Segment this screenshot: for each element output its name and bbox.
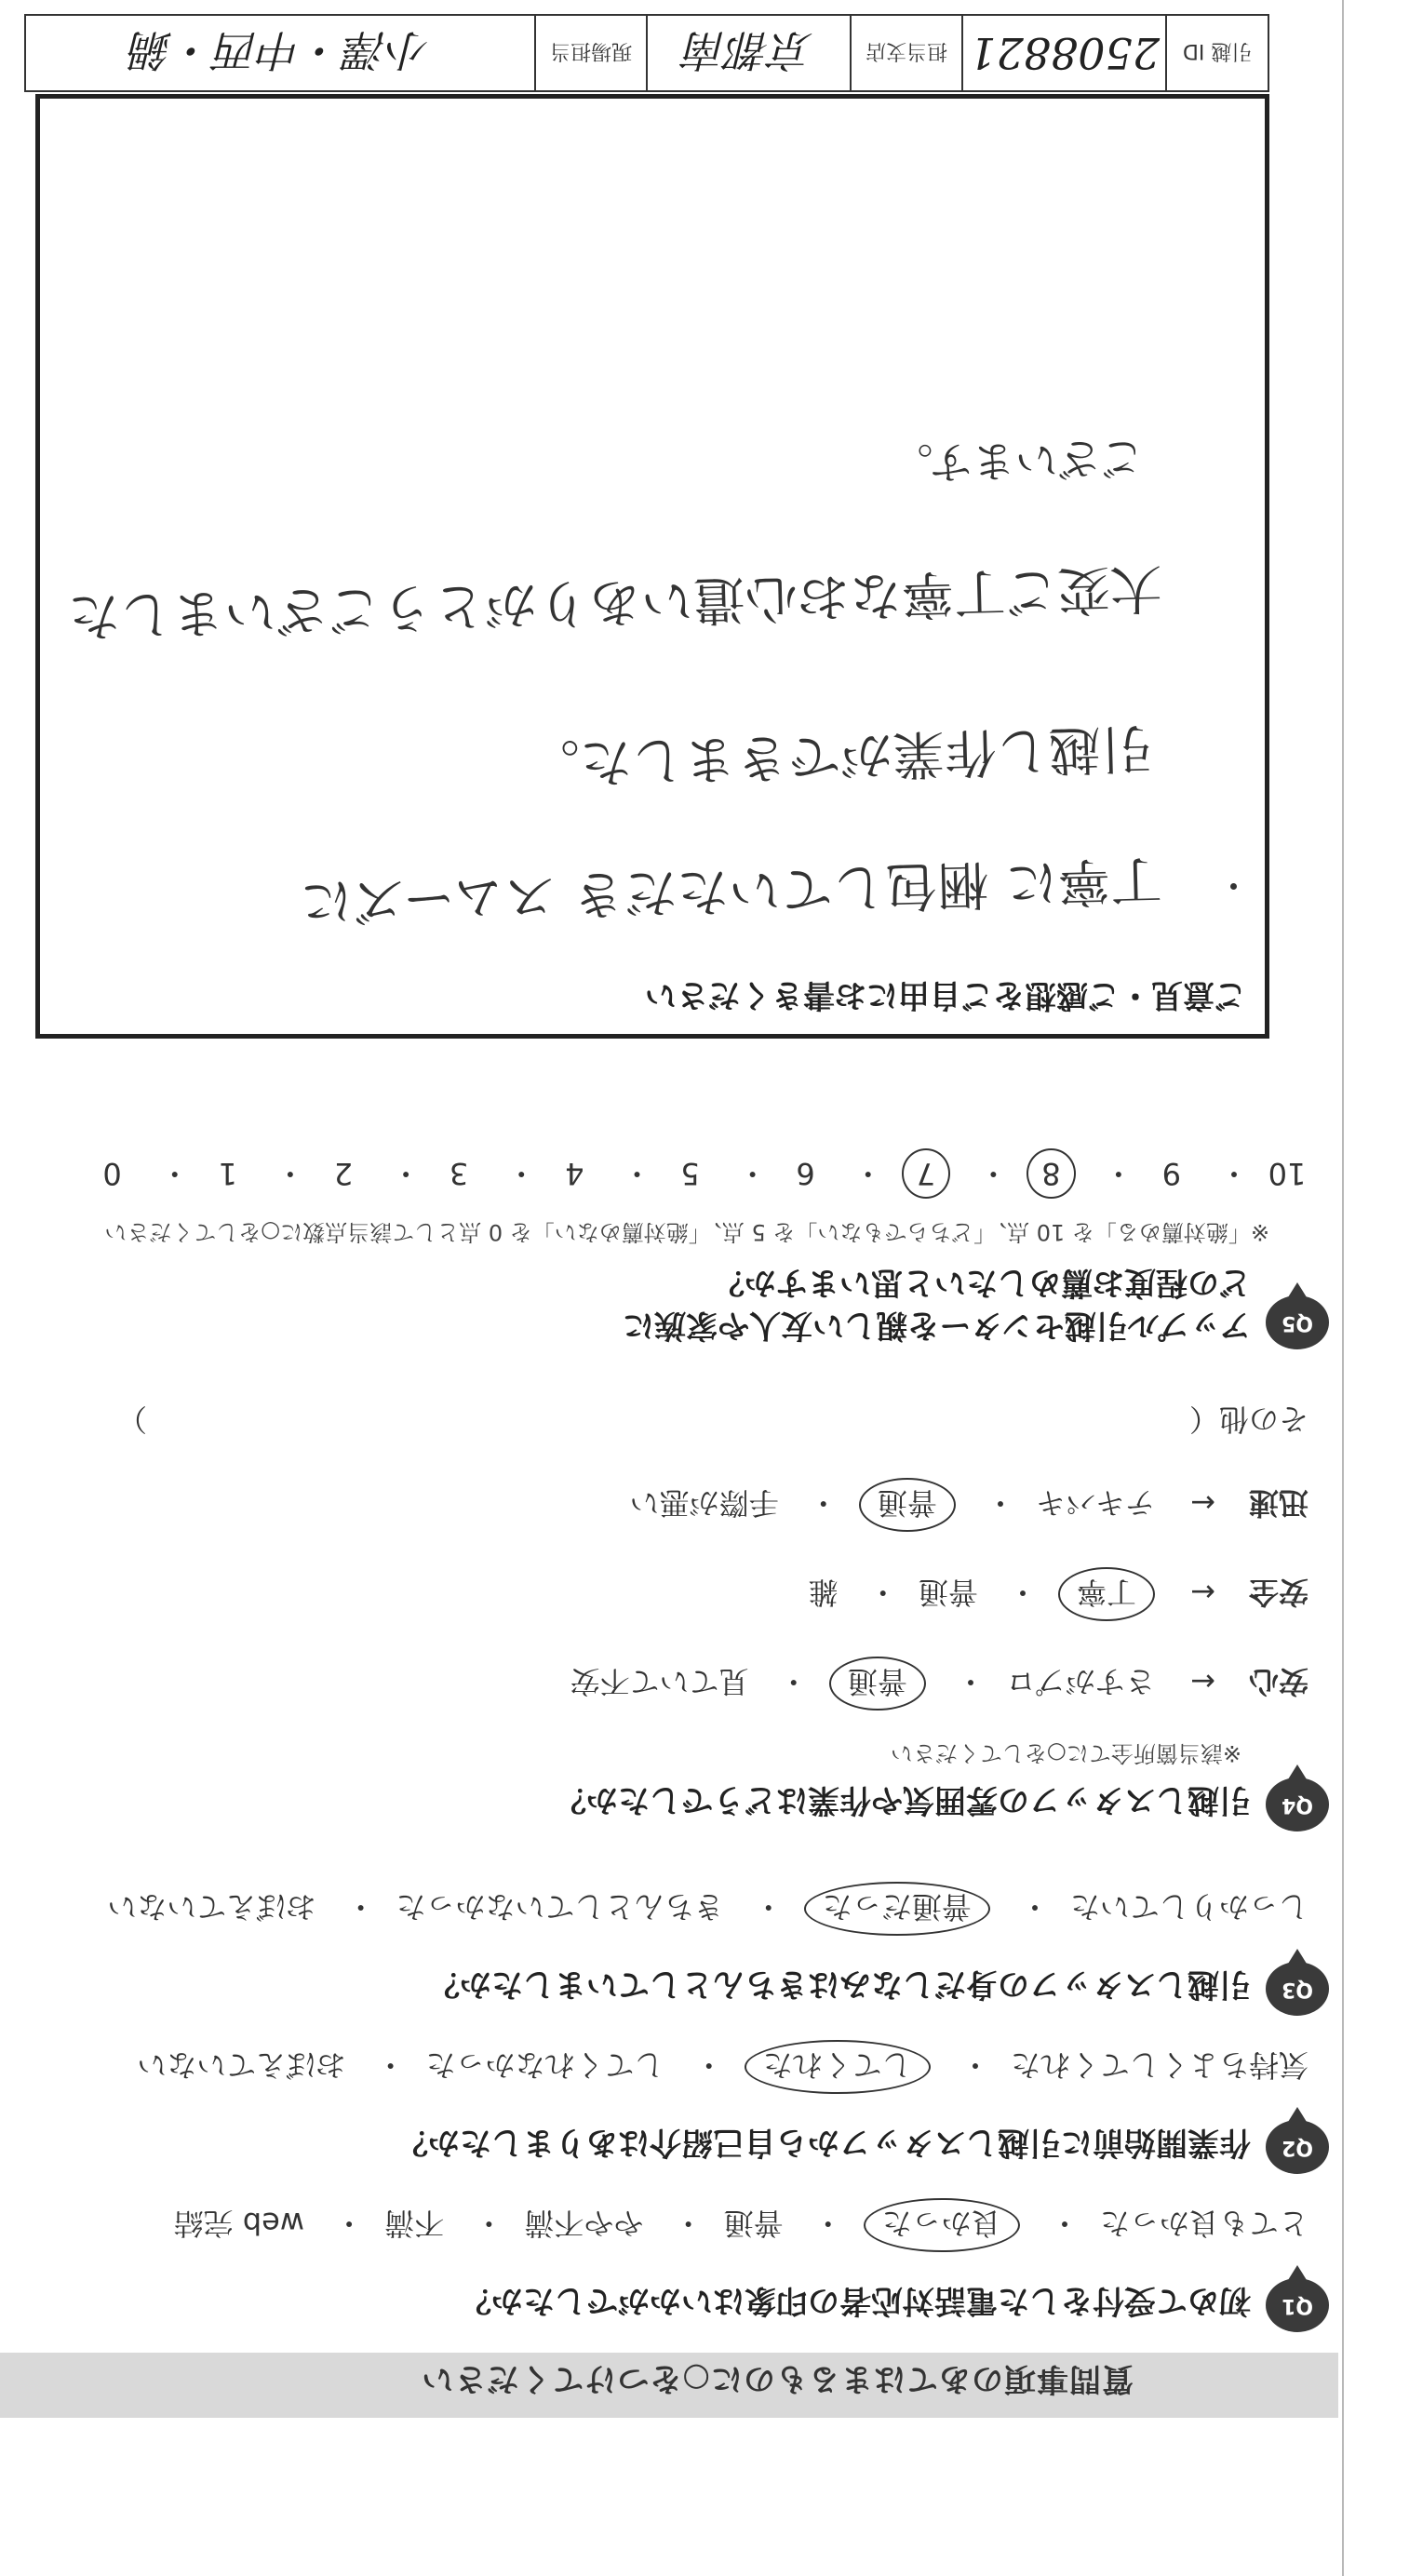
q4-option[interactable]: 手際が悪い <box>629 1485 779 1521</box>
q1-option[interactable]: 普通 <box>723 2206 784 2241</box>
q4-row-label: 安全 <box>1248 1575 1308 1610</box>
q2-option-selected[interactable]: してくれた <box>745 2040 931 2094</box>
q4-other-close: ） <box>117 1402 148 1437</box>
handwritten-line: 丁寧に 梱包していただき スムーズに <box>300 848 1163 932</box>
q3-option-selected[interactable]: 普通だった <box>804 1882 990 1936</box>
q5-question-line1: アップル引越センターを親しい友人や家族に <box>623 1307 1251 1344</box>
branch-value-cell: 京都南 <box>646 16 850 90</box>
q4-row-label: 迅速 <box>1248 1485 1308 1521</box>
rating-option[interactable]: 3 <box>449 1156 469 1191</box>
q4-note: ※該当箇所全てに○をしてください <box>890 1740 1241 1766</box>
q1-option[interactable]: 不満 <box>384 2206 445 2241</box>
arrow-icon: ← <box>1190 1664 1215 1699</box>
q1-option[interactable]: web 完結 <box>173 2206 304 2241</box>
q2-badge: Q2 <box>1266 2120 1329 2174</box>
q3-option[interactable]: きちんとしていなかった <box>396 1889 724 1925</box>
q4-row-label: 安心 <box>1248 1664 1308 1699</box>
rating-option-selected[interactable]: 7 <box>902 1148 950 1199</box>
q4-option[interactable]: さすがプロ <box>1006 1664 1156 1699</box>
rating-option[interactable]: 5 <box>680 1156 700 1191</box>
q1-options: とても良かった・ 良かった・ 普通・ やや不満・ 不満・ web 完結 <box>174 2198 1308 2252</box>
rating-scale: 10・ 9・ 8・ 7・ 6・ 5・ 4・ 3・ 2・ 1・ 0 <box>97 1148 1338 1199</box>
rating-option-selected[interactable]: 8 <box>1027 1148 1075 1199</box>
q3-badge: Q3 <box>1266 1962 1329 2016</box>
comment-label: ご意見・ご感想をご自由にお書きください <box>645 976 1246 1013</box>
id-value-cell: 2508821 <box>961 16 1165 90</box>
arrow-icon: ← <box>1190 1575 1215 1610</box>
q1-option[interactable]: やや不満 <box>524 2206 644 2241</box>
q4-option[interactable]: 雑 <box>808 1575 839 1610</box>
q5-badge: Q5 <box>1266 1295 1329 1349</box>
q4-question: 引越しスタッフの雰囲気や作業はどうでしたか？ <box>555 1781 1251 1818</box>
q5-note: ※「絶対薦める」を 10 点、「どちらでもない」を 5 点、「絶対薦めない」を 0 点として該当点数に○をしてください <box>104 1219 1269 1245</box>
q4-badge: Q4 <box>1266 1778 1329 1831</box>
handwritten-line: ございます。 <box>889 432 1145 490</box>
q1-badge: Q1 <box>1266 2278 1329 2332</box>
branch-label-cell: 担当支店 <box>850 16 961 90</box>
rating-option[interactable]: 6 <box>796 1156 815 1191</box>
q2-option[interactable]: 気持ちよくしてくれた <box>1010 2047 1308 2083</box>
q1-option[interactable]: とても良かった <box>1099 2206 1308 2241</box>
rating-option[interactable]: 1 <box>218 1156 237 1191</box>
staff-value-cell: 小澤・中西・鍋 <box>130 25 431 75</box>
q3-option[interactable]: おぼえていない <box>107 1889 316 1925</box>
q1-option-selected[interactable]: 良かった <box>864 2198 1020 2252</box>
page-border-line <box>1342 0 1344 2576</box>
q4-row-anzen: 安全← 丁寧・ 普通・ 雑 <box>809 1567 1308 1621</box>
q5-question-line2: どの程度お薦めしたいと思いますか？ <box>713 1264 1251 1301</box>
handwritten-line: 大変ご丁寧なお心遣いありがとうございました <box>67 557 1163 647</box>
q4-other <box>99 1400 1308 1442</box>
q4-option-selected[interactable]: 普通 <box>829 1657 926 1711</box>
arrow-icon: ← <box>1190 1485 1215 1521</box>
rating-option[interactable]: 2 <box>333 1156 354 1191</box>
rating-option[interactable]: 4 <box>565 1156 584 1191</box>
rating-option[interactable]: 0 <box>102 1156 122 1191</box>
handwriting-dot <box>1230 883 1237 890</box>
footer-table <box>24 14 1269 92</box>
q4-other-label: その他（ <box>1188 1402 1308 1437</box>
q2-question: 作業開始前に引越しスタッフから自己紹介はありましたか？ <box>396 2124 1251 2161</box>
q2-option[interactable]: おぼえていない <box>137 2047 346 2083</box>
q2-options: 気持ちよくしてくれた・ してくれた・ してくれなかった・ おぼえていない <box>137 2040 1308 2094</box>
instruction-bar <box>0 2353 1338 2418</box>
q3-question: 引越しスタッフの身だしなみはきちんとしていましたか？ <box>428 1966 1251 2003</box>
q1-question: 初めて受付をした電話対応者の印象はいかがでしたか？ <box>460 2282 1251 2319</box>
q3-options: しっかりしていた・ 普通だった・ きちんとしていなかった・ おぼえていない <box>107 1882 1308 1936</box>
q4-row-jinsoku: 迅速← テキパキ・ 普通・ 手際が悪い <box>630 1478 1308 1532</box>
instruction-text: 質問事項のあてはまるものに○をつけてください <box>421 2360 1134 2397</box>
id-label-cell: 引越 ID <box>1165 16 1268 90</box>
q3-option[interactable]: しっかりしていた <box>1069 1889 1308 1925</box>
staff-label-cell: 現場担当 <box>534 16 646 90</box>
q4-option[interactable]: 普通 <box>918 1575 978 1610</box>
rating-option[interactable]: 9 <box>1161 1156 1182 1191</box>
q4-row-anshin: 安心← さすがプロ・ 普通・ 見ていて不安 <box>570 1657 1308 1711</box>
rating-option[interactable]: 10 <box>1268 1156 1307 1191</box>
comment-box[interactable] <box>35 94 1269 1039</box>
q4-option[interactable]: 見ていて不安 <box>570 1664 749 1699</box>
q4-option-selected[interactable]: 丁寧 <box>1058 1567 1155 1621</box>
q4-option-selected[interactable]: 普通 <box>859 1478 956 1532</box>
handwritten-line: 引越し作業ができました。 <box>527 717 1154 794</box>
q2-option[interactable]: してくれなかった <box>425 2047 664 2083</box>
q4-option[interactable]: テキパキ <box>1036 1485 1156 1521</box>
